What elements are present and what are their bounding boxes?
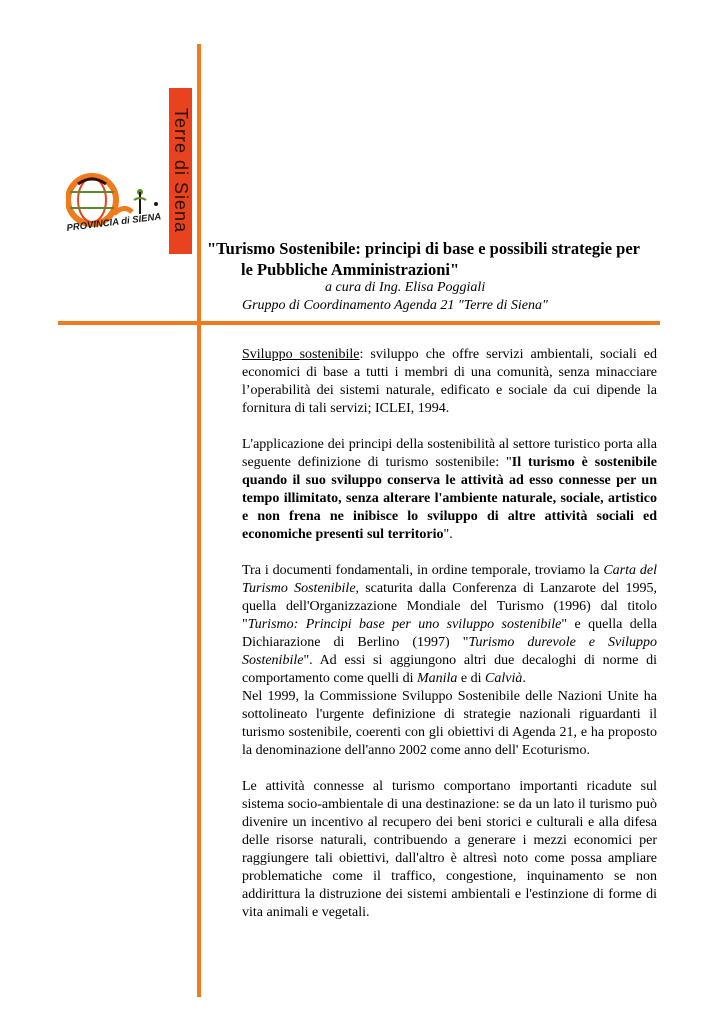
text-segment: , scaturita dalla Conferenza di Lanzarote del 1995, quella dell'Organizzazione Mondiale del Turismo (1996) dal titolo " — [242, 581, 657, 632]
paragraph-attivita: Le attività connesse al turismo comportano importanti ricadute sul sistema socio-ambientale di una destinazione: se da un lato il turismo può divenire un incentivo al recupero dei beni storici e culturali e alla difesa delle risorse naturali, contribuendo a generare i mezzi economici per raggiungere tali obiettivi, dall'altro è altresì noto come possa ampliare problematiche come il traffico, congestione, inquinamento se non addirittura la distruzione dei sistemi ambientali e l'estinzione di forme di vita animali e vegetali. — [242, 779, 657, 920]
terre-di-siena-logo — [66, 88, 200, 258]
text-segment: . — [522, 671, 526, 686]
italic-segment: Manila — [416, 671, 458, 686]
italic-segment: Calvià — [485, 671, 523, 686]
italic-segment: Carta del Turismo Sostenibile — [242, 563, 658, 596]
term-sviluppo-sostenibile: Sviluppo sostenibile — [242, 347, 360, 362]
brand-text: Terre di Siena — [171, 108, 191, 234]
paragraph-documenti — [242, 562, 657, 688]
paragraph-definition — [242, 346, 657, 418]
paragraph-1999: Nel 1999, la Commissione Sviluppo Sostenibile delle Nazioni Unite ha sottolineato l'urgente definizione di strategie nazionali riguardanti il turismo sostenibile, coerenti con gli obiettivi di Agenda 21, e ha proposto la denominazione dell'anno 2002 come anno dell' Ecoturismo. — [242, 689, 657, 758]
body-text — [242, 346, 657, 922]
group: Gruppo di Coordinamento Agenda 21 "Terre di Siena" — [242, 298, 548, 313]
intro-text: L'applicazione dei principi della sostenibilità al settore turistico porta alla seguente definizione di turismo sostenibile: " — [242, 437, 657, 470]
province-label: PROVINCIA di SIENA — [66, 211, 162, 234]
text-segment: e di — [457, 671, 486, 686]
bold-definition: Il turismo è sostenibile quando il suo sviluppo conserva le attività ad esso connesse per un tempo illimitato, senza alterare l'ambiente naturale, sociale, artistico e non frena ne inibisce lo sviluppo di altre attività sociali ed economiche presenti sul territorio — [242, 455, 657, 542]
definition-text: : sviluppo che offre servizi ambientali, sociali ed economici di base a tutti i membri di una comunità, senza minacciare l’operabilità dei sistemi naturale, edificato e sociale da cui dipende la fornitura di tali servizi; ICLEI, 1994. — [242, 347, 657, 416]
italic-segment: Turismo: Principi base per uno sviluppo sostenibile — [247, 617, 562, 632]
horizontal-rule — [58, 321, 660, 325]
author: a cura di Ing. Elisa Poggiali — [325, 280, 486, 295]
end-text: ". — [443, 527, 453, 542]
italic-segment: Turismo durevole e Sviluppo Sostenibile — [242, 635, 658, 668]
paragraph-turismo-sostenibile — [242, 436, 657, 544]
text-segment: " e quella della Dichiarazione di Berlino (1997) " — [242, 617, 657, 650]
text-segment: ". Ad essi si aggiungono altri due decaloghi di norme di comportamento come quelli di — [242, 653, 657, 686]
byline — [242, 279, 662, 315]
title-line-1: "Turismo Sostenibile: principi di base e possibili strategie per — [207, 239, 640, 258]
title-line-2: le Pubbliche Amministrazioni" — [241, 260, 460, 279]
document-title — [207, 238, 667, 280]
text-segment: Tra i documenti fondamentali, in ordine temporale, troviamo la — [242, 563, 604, 578]
